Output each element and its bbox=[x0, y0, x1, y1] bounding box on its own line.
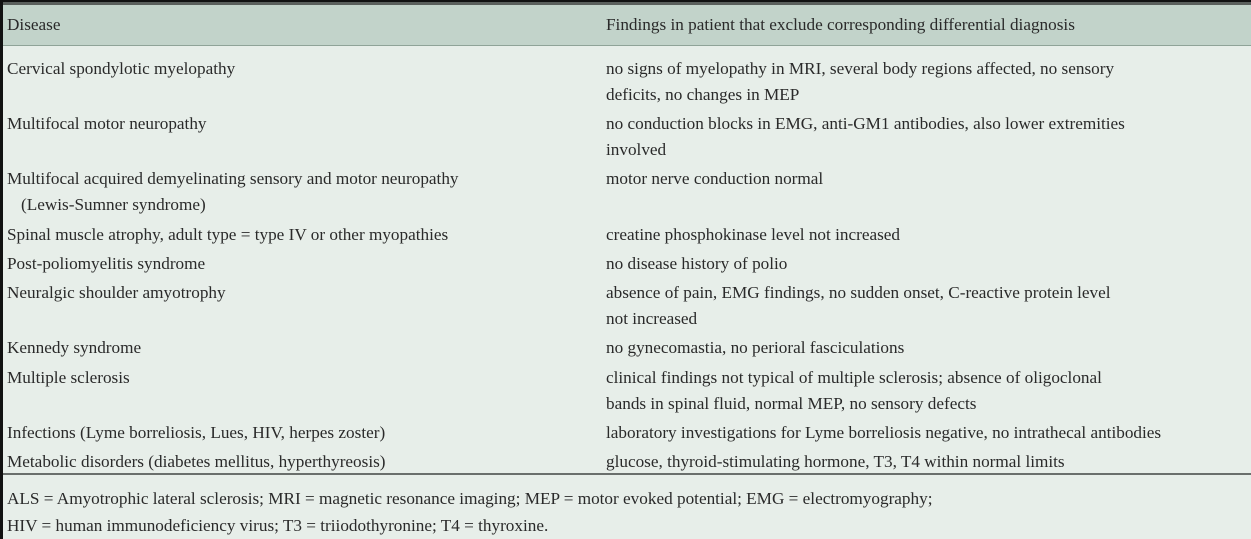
findings-cell-line: no conduction blocks in EMG, anti-GM1 antibodies, also lower extremities bbox=[606, 113, 1125, 133]
table-row bbox=[3, 363, 1251, 418]
disease-cell bbox=[7, 222, 448, 248]
table-footnote bbox=[7, 485, 932, 539]
footnote-line: ALS = Amyotrophic lateral sclerosis; MRI = magnetic resonance imaging; MEP = motor evoked potential; EMG = electromyography; bbox=[7, 489, 933, 508]
findings-cell bbox=[606, 166, 823, 192]
disease-cell-line: Post-poliomyelitis syndrome bbox=[7, 253, 206, 273]
disease-cell-line: Multiple sclerosis bbox=[7, 367, 130, 387]
disease-cell-line: Metabolic disorders (diabetes mellitus, hyperthyreosis) bbox=[7, 452, 386, 472]
disease-cell-line: Cervical spondylotic myelopathy bbox=[7, 58, 236, 78]
table-row bbox=[3, 165, 1251, 220]
findings-cell-line: involved bbox=[606, 140, 667, 160]
table-row bbox=[3, 279, 1251, 334]
disease-cell bbox=[7, 111, 207, 137]
footnote-line: HIV = human immunodeficiency virus; T3 = triiodothyronine; T4 = thyroxine. bbox=[7, 516, 549, 535]
findings-cell bbox=[606, 56, 1114, 108]
findings-cell-line: clinical findings not typical of multiple sclerosis; absence of oligoclonal bbox=[606, 367, 1102, 387]
disease-cell bbox=[7, 420, 385, 446]
disease-cell bbox=[7, 251, 205, 277]
findings-cell-line: not increased bbox=[606, 309, 698, 329]
column-header-findings: Findings in patient that exclude corresponding differential diagnosis bbox=[606, 15, 1075, 34]
table-row bbox=[3, 249, 1251, 278]
disease-cell bbox=[7, 335, 141, 361]
findings-cell-line: absence of pain, EMG findings, no sudden onset, C-reactive protein level bbox=[606, 283, 1111, 303]
findings-cell-line: creatine phosphokinase level not increased bbox=[606, 224, 900, 244]
bottom-rule bbox=[3, 473, 1251, 475]
findings-cell bbox=[606, 365, 1102, 417]
findings-cell-line: bands in spinal fluid, normal MEP, no sensory defects bbox=[606, 393, 977, 413]
findings-cell-line: motor nerve conduction normal bbox=[606, 169, 824, 189]
disease-cell bbox=[7, 449, 386, 475]
disease-cell-line: (Lewis-Sumner syndrome) bbox=[21, 195, 206, 215]
disease-cell bbox=[7, 56, 235, 82]
differential-diagnosis-table bbox=[3, 2, 1251, 539]
findings-cell-line: no disease history of polio bbox=[606, 253, 788, 273]
findings-cell bbox=[606, 449, 1065, 475]
disease-cell-line: Neuralgic shoulder amyotrophy bbox=[7, 283, 226, 303]
findings-cell-line: glucose, thyroid-stimulating hormone, T3, T4 within normal limits bbox=[606, 452, 1065, 472]
table-row bbox=[3, 220, 1251, 249]
disease-cell-line: Kennedy syndrome bbox=[7, 338, 142, 358]
findings-cell bbox=[606, 222, 900, 248]
disease-cell bbox=[7, 280, 226, 306]
findings-cell-line: laboratory investigations for Lyme borreliosis negative, no intrathecal antibodies bbox=[606, 423, 1162, 443]
table-row bbox=[3, 54, 1251, 109]
findings-cell bbox=[606, 251, 787, 277]
findings-cell bbox=[606, 280, 1111, 332]
table-body bbox=[3, 54, 1251, 477]
findings-cell bbox=[606, 335, 904, 361]
disease-cell-line: Multifocal motor neuropathy bbox=[7, 113, 207, 133]
disease-cell-line: Multifocal acquired demyelinating sensory and motor neuropathy bbox=[7, 169, 459, 189]
disease-cell bbox=[7, 166, 459, 218]
table-header bbox=[3, 5, 1251, 46]
disease-cell-line: Infections (Lyme borreliosis, Lues, HIV, herpes zoster) bbox=[7, 423, 386, 443]
findings-cell-line: deficits, no changes in MEP bbox=[606, 84, 800, 104]
findings-cell-line: no signs of myelopathy in MRI, several body regions affected, no sensory bbox=[606, 58, 1115, 78]
disease-cell-line: Spinal muscle atrophy, adult type = type IV or other myopathies bbox=[7, 224, 449, 244]
column-header-disease: Disease bbox=[7, 15, 61, 34]
disease-cell bbox=[7, 365, 130, 391]
findings-cell bbox=[606, 111, 1125, 163]
table-row bbox=[3, 334, 1251, 363]
table-row bbox=[3, 109, 1251, 164]
findings-cell bbox=[606, 420, 1161, 446]
table-row bbox=[3, 419, 1251, 448]
findings-cell-line: no gynecomastia, no perioral fasciculations bbox=[606, 338, 905, 358]
